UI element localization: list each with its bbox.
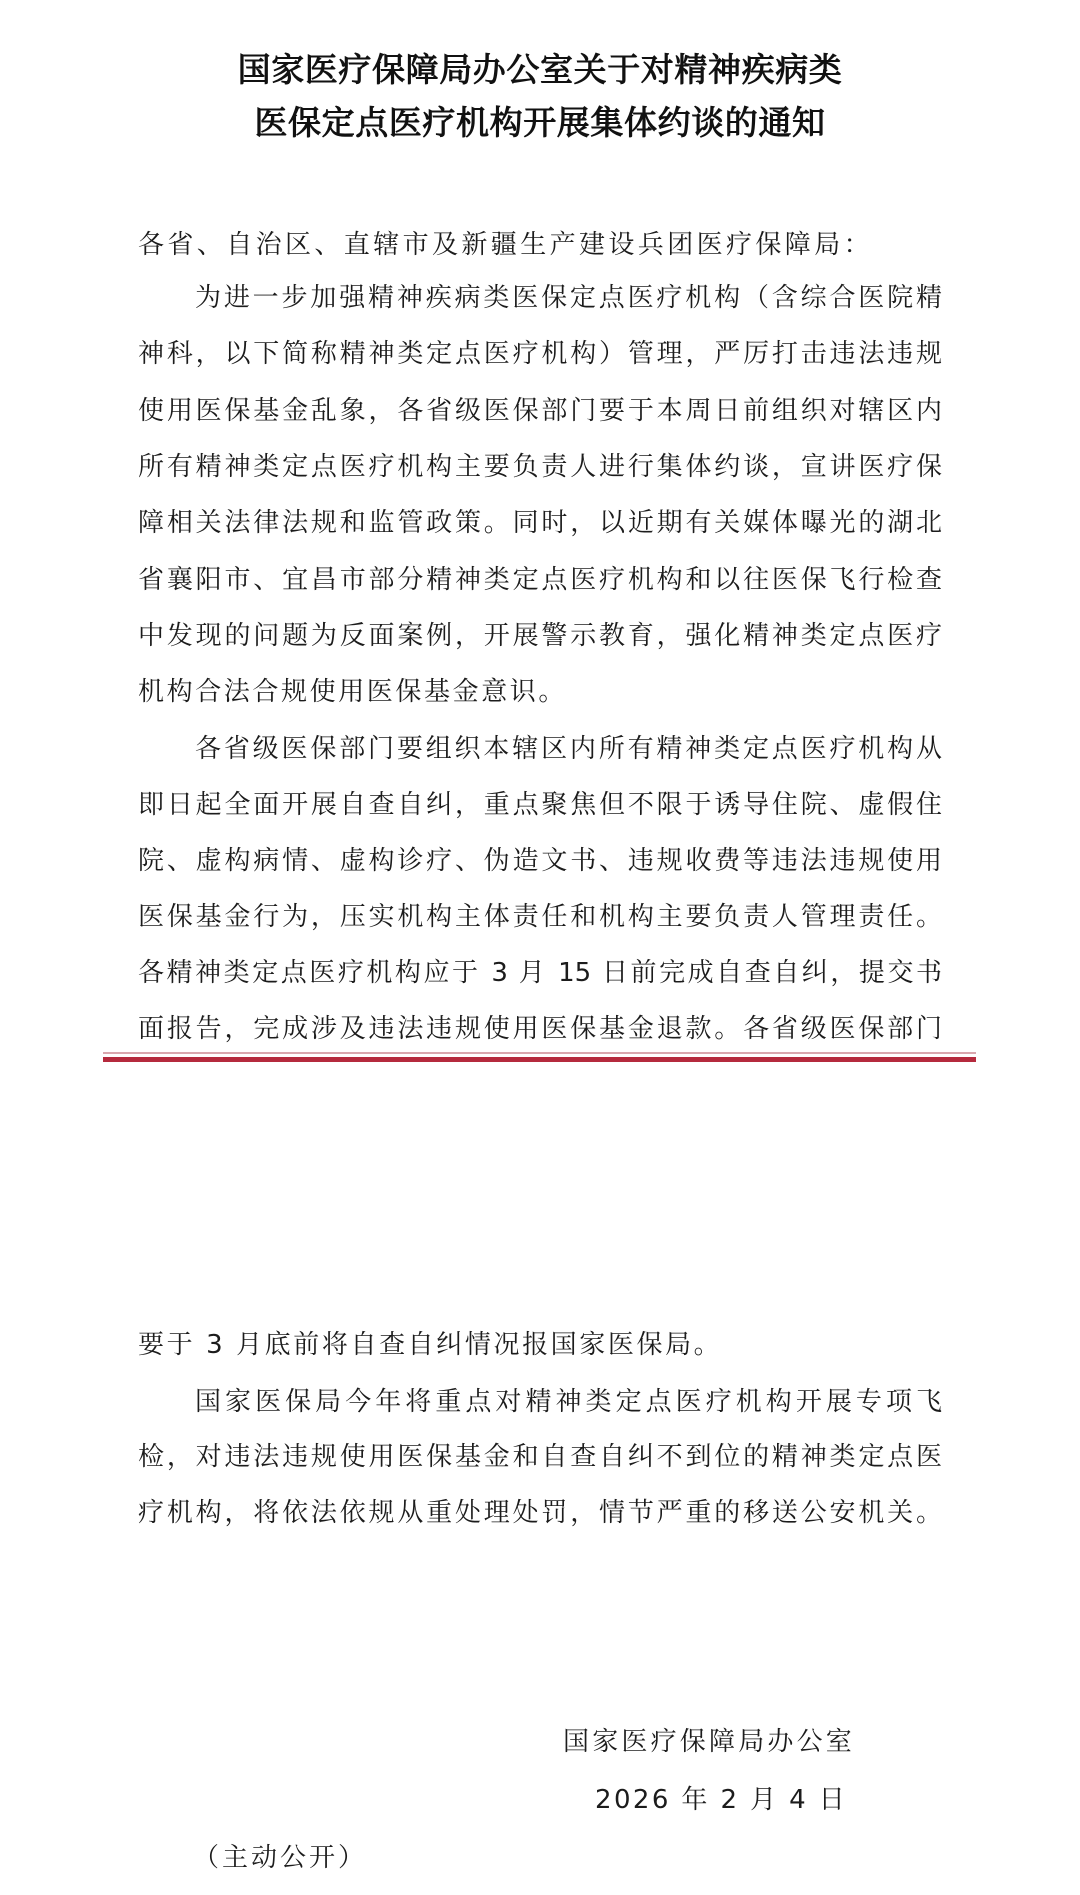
paragraph-1-line-4: 所有精神类定点医疗机构主要负责人进行集体约谈，宣讲医疗保 xyxy=(138,452,942,482)
divider-thin-line xyxy=(103,1052,976,1054)
paragraph-3-line-1: 国家医保局今年将重点对精神类定点医疗机构开展专项飞 xyxy=(195,1387,942,1417)
paragraph-2-line-1: 各省级医保部门要组织本辖区内所有精神类定点医疗机构从 xyxy=(195,734,942,764)
disclosure-note: （主动公开） xyxy=(193,1843,368,1873)
paragraph-1-line-1: 为进一步加强精神疾病类医保定点医疗机构（含综合医院精 xyxy=(195,283,942,313)
document-title-line-2: 医保定点医疗机构开展集体约谈的通知 xyxy=(254,103,826,142)
divider-red-line xyxy=(103,1057,976,1062)
paragraph-1-line-3: 使用医保基金乱象，各省级医保部门要于本周日前组织对辖区内 xyxy=(138,396,942,426)
paragraph-1-line-8: 机构合法合规使用医保基金意识。 xyxy=(138,677,568,707)
paragraph-2-line-5: 各精神类定点医疗机构应于 3 月 15 日前完成自查自纠，提交书 xyxy=(138,958,942,988)
document-title-line-1: 国家医疗保障局办公室关于对精神疾病类 xyxy=(237,50,843,89)
paragraph-1-line-6: 省襄阳市、宜昌市部分精神类定点医疗机构和以往医保飞行检查 xyxy=(138,565,942,595)
paragraph-2-line-3: 院、虚构病情、虚构诊疗、伪造文书、违规收费等违法违规使用 xyxy=(138,846,942,876)
paragraph-2-line-4: 医保基金行为，压实机构主体责任和机构主要负责人管理责任。 xyxy=(138,902,942,932)
paragraph-2-line-7: 要于 3 月底前将自查自纠情况报国家医保局。 xyxy=(138,1330,723,1360)
paragraph-2-line-6: 面报告，完成涉及违法违规使用医保基金退款。各省级医保部门 xyxy=(138,1014,942,1044)
salutation: 各省、自治区、直辖市及新疆生产建设兵团医疗保障局： xyxy=(138,230,874,260)
paragraph-2-line-2: 即日起全面开展自查自纠，重点聚焦但不限于诱导住院、虚假住 xyxy=(138,790,942,820)
paragraph-1-line-5: 障相关法律法规和监管政策。同时，以近期有关媒体曝光的湖北 xyxy=(138,508,942,538)
signature-organization: 国家医疗保障局办公室 xyxy=(563,1727,856,1757)
paragraph-3-line-2: 检，对违法违规使用医保基金和自查自纠不到位的精神类定点医 xyxy=(138,1442,942,1472)
signature-date: 2026 年 2 月 4 日 xyxy=(595,1785,848,1815)
paragraph-3-line-3: 疗机构，将依法依规从重处理处罚，情节严重的移送公安机关。 xyxy=(138,1498,942,1528)
paragraph-1-line-7: 中发现的问题为反面案例，开展警示教育，强化精神类定点医疗 xyxy=(138,621,942,651)
paragraph-1-line-2: 神科，以下简称精神类定点医疗机构）管理，严厉打击违法违规 xyxy=(138,339,942,369)
